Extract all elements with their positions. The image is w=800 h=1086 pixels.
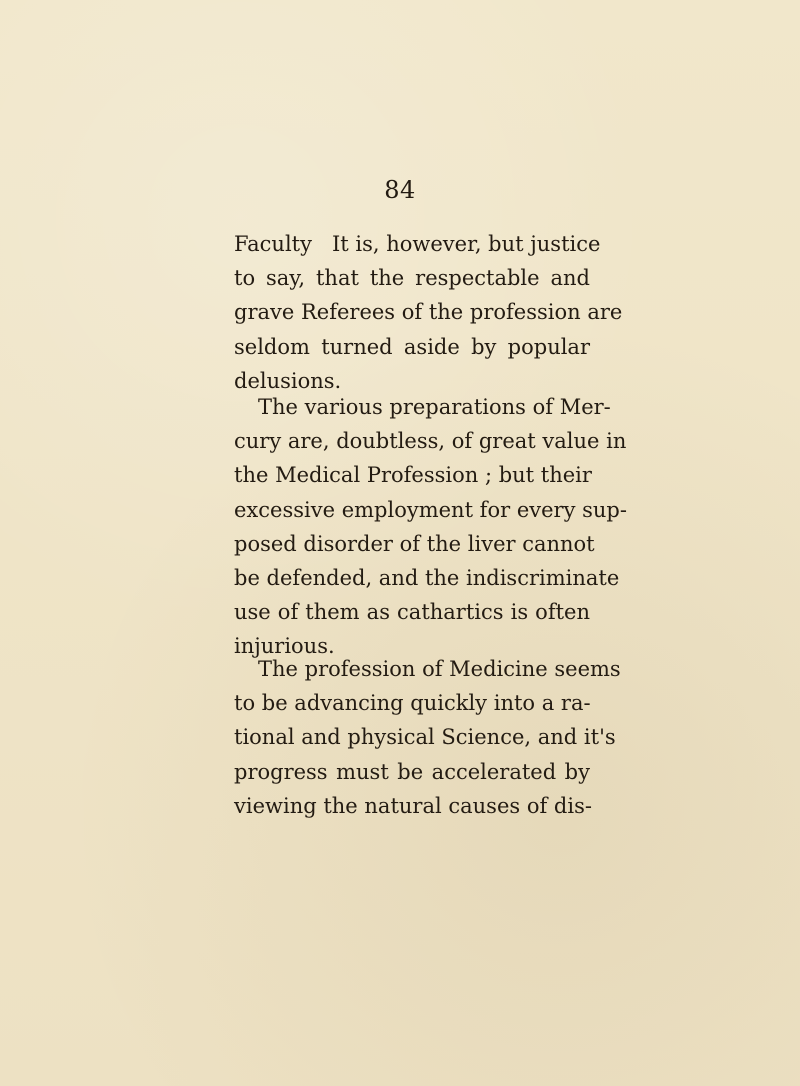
paragraph-line: [234, 227, 601, 261]
paragraph-line: seldom turned aside by popular: [234, 334, 590, 359]
paragraph-3: [234, 652, 621, 823]
paragraph-line-text: It is, however, but justice: [331, 232, 601, 256]
paragraph-line: delusions.: [234, 368, 342, 393]
paragraph-line: use of them as cathartics is often: [234, 600, 590, 625]
page-number: 84: [384, 176, 416, 204]
paragraph-line: viewing the natural causes of dis-: [234, 793, 592, 818]
paragraph-line: be defended, and the indiscriminate: [234, 565, 620, 590]
paragraph-1: [234, 227, 623, 398]
paragraph-line: the Medical Profession ; but their: [234, 463, 592, 488]
paragraph-line: posed disorder of the liver cannot: [234, 531, 595, 556]
paragraph-line: excessive employment for every sup-: [234, 497, 627, 522]
paragraph-line: The various preparations of Mer-: [258, 395, 611, 419]
paragraph-line: The profession of Medicine seems: [258, 657, 621, 681]
paragraph-2: [234, 390, 627, 664]
paragraph-line: grave Referees of the profession are: [234, 300, 623, 325]
paragraph-line: progress must be accelerated by: [234, 759, 590, 784]
paragraph-line: injurious.: [234, 634, 335, 659]
paragraph-line: tional and physical Science, and it's: [234, 725, 616, 750]
paragraph-line: cury are, doubtless, of great value in: [234, 429, 627, 454]
paragraph-line: to be advancing quickly into a ra-: [234, 691, 591, 716]
paragraph-line: to say, that the respectable and: [234, 266, 590, 291]
sidenote-label: Faculty: [234, 232, 312, 256]
